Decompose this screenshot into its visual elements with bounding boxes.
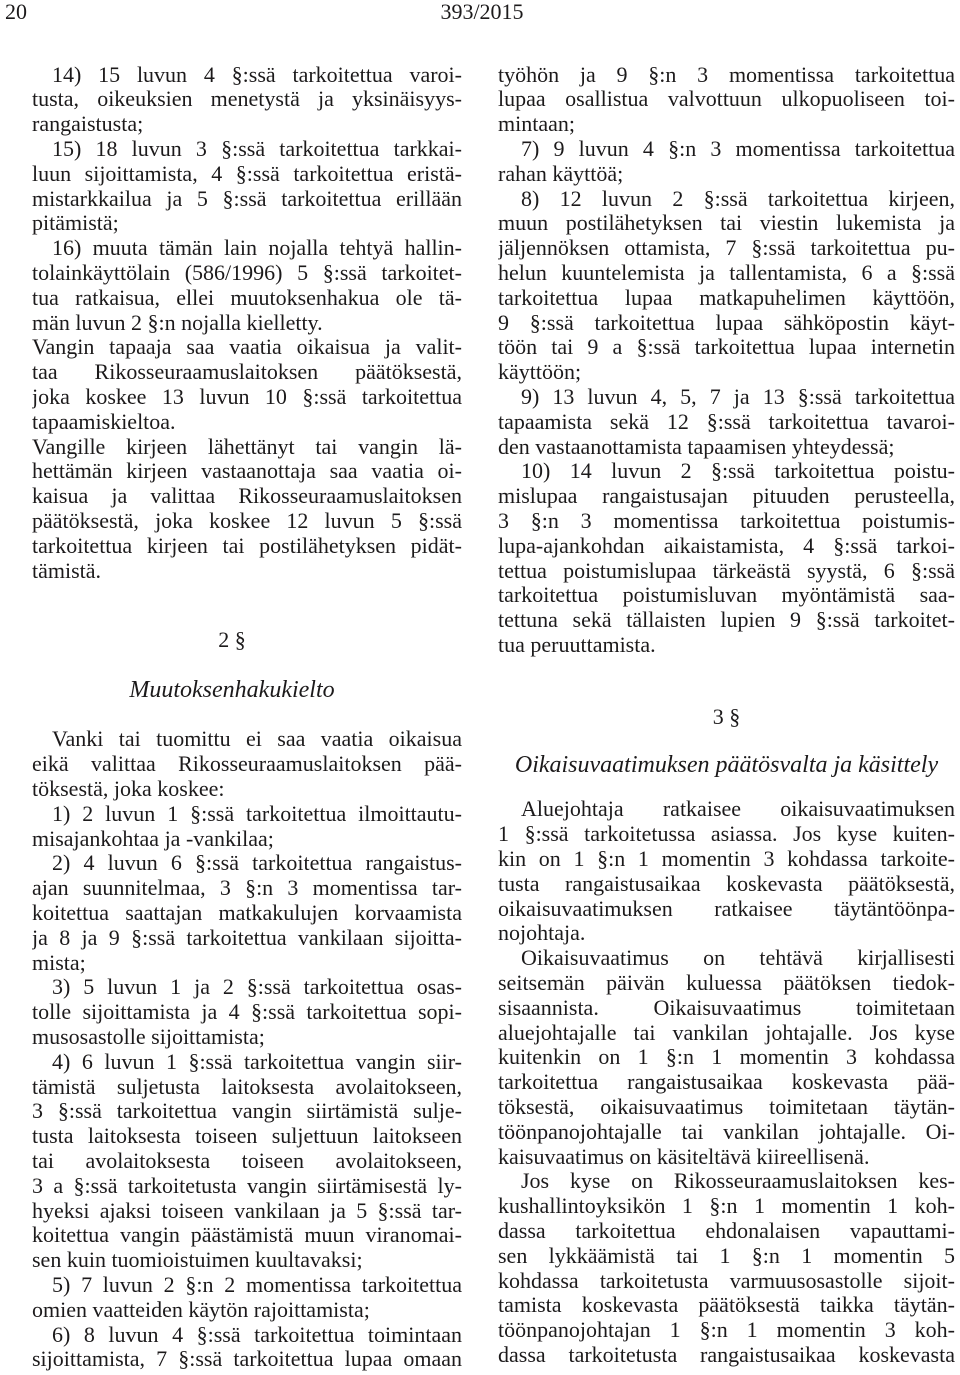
text-line: sen kuin tuomioistuimen kuultavaksi;: [32, 1248, 363, 1273]
text-line: tusta laitoksesta toiseen suljettuun laitokseen: [32, 1124, 462, 1149]
list-item: [498, 385, 955, 459]
text-line: 8) 12 luvun 2 §:ssä tarkoitettua kirjeen,: [521, 186, 955, 211]
paragraph: [498, 1169, 955, 1367]
text-line: dassa tarkoitettua ehdonalaisen vapauttami-: [498, 1219, 955, 1244]
text-line: 5) 7 luvun 2 §:n 2 momentissa tarkoitettua: [52, 1273, 462, 1298]
text-line: tettua poistumislupaa tärkeästä syystä, 6 §:ssä: [498, 558, 955, 583]
text-line: seitsemän päivän kuluessa päätöksen tiedok-: [498, 971, 955, 996]
list-item: [32, 236, 462, 335]
text-line: eikä valittaa Rikosseuraamuslaitoksen pää-: [32, 752, 462, 777]
text-line: oikaisuvaatimuksen ratkaisee täytäntöönpa-: [498, 896, 955, 921]
list-item: [32, 1273, 462, 1323]
text-line: työhön ja 9 §:n 3 momentissa tarkoitettua: [498, 62, 955, 87]
text-line: töksestä, oikaisuvaatimus toimitetaan täytän-: [498, 1095, 955, 1120]
text-line: Vanki tai tuomittu ei saa vaatia oikaisua: [52, 727, 462, 752]
text-line: tolainkäyttölain (586/1996) 5 §:ssä tarkoitet-: [32, 260, 462, 285]
text-line: lupaa osallistua valvottuun ulkopuoliseen toi-: [498, 87, 955, 112]
text-line: pitämistä;: [32, 211, 119, 236]
text-line: Aluejohtaja ratkaisee oikaisuvaatimuksen: [521, 797, 955, 822]
text-line: män luvun 2 §:n nojalla kielletty.: [32, 310, 323, 335]
left-column: [32, 63, 462, 1373]
text-line: taa Rikosseuraamuslaitoksen päätöksestä,: [32, 360, 462, 385]
text-line: dassa tarkoitetusta rangaistusaikaa koskevasta: [498, 1343, 955, 1368]
page-number: 20: [5, 0, 27, 24]
list-item: [32, 1323, 462, 1373]
list-item: [32, 975, 462, 1049]
text-line: den vastaanottamista tapaamisen yhteydessä;: [498, 434, 895, 459]
section-number: 2 §: [218, 626, 246, 652]
list-item: [498, 187, 955, 385]
text-line: helun kuuntelemista ja tallentamista, 6 a §:ssä: [498, 260, 955, 285]
list-item: [32, 851, 462, 975]
text-line: tusta rangaistusaikaa koskevasta päätöksestä,: [498, 871, 955, 896]
text-line: töksestä, joka koskee:: [32, 777, 225, 802]
text-line: tapaamiskieltoa.: [32, 409, 176, 434]
text-line: sisaannista. Oikaisuvaatimus toimitetaan: [498, 995, 955, 1020]
text-line: Oikaisuvaatimus on tehtävä kirjallisesti: [521, 946, 955, 971]
text-line: tarkoitettua kirjeen tai postilähetyksen pidät-: [32, 533, 462, 558]
section-body: [498, 797, 955, 1367]
text-line: 6) 8 luvun 4 §:ssä tarkoitettua toimintaan: [52, 1322, 462, 1347]
text-line: joka koskee 13 luvun 10 §:ssä tarkoitettua: [32, 384, 462, 409]
text-line: 3 §:ssä tarkoitettua vangin siirtämistä sulje-: [32, 1099, 462, 1124]
text-line: kin on 1 §:n 1 momentin 3 kohdassa tarkoite-: [498, 847, 955, 872]
text-line: rangaistusta;: [32, 112, 144, 137]
list-item: [32, 1050, 462, 1273]
text-line: sen lykkäämistä tai 1 §:n 1 momentin 5: [498, 1243, 955, 1268]
text-line: mintaan;: [498, 112, 575, 137]
section-body: [32, 727, 462, 1372]
text-line: tamista koskevasta päätöksestä taikka täytän-: [498, 1293, 955, 1318]
text-line: jäljennöksen ottamista, 7 §:ssä tarkoitettua pu-: [498, 236, 955, 261]
list-item-continuation: [498, 63, 955, 137]
document-number: 393/2015: [440, 0, 524, 24]
section-title: Oikaisuvaatimuksen päätösvalta ja käsittely: [514, 751, 939, 778]
text-line: 2) 4 luvun 6 §:ssä tarkoitettua rangaistus-: [52, 851, 462, 876]
text-line: aluejohtajalle tai vankilan johtajalle. Jos kyse: [498, 1020, 955, 1045]
text-line: 9) 13 luvun 4, 5, 7 ja 13 §:ssä tarkoitettua: [521, 384, 955, 409]
text-line: 14) 15 luvun 4 §:ssä tarkoitettua varoi-: [52, 62, 462, 87]
text-line: Vangille kirjeen lähettänyt tai vangin lä-: [32, 434, 462, 459]
text-line: tarkoitettua poistumisluvan myöntämistä saa-: [498, 583, 955, 608]
text-line: tarkoitettua rangaistusaikaa koskevasta pää-: [498, 1070, 955, 1095]
section-title: Muutoksenhakukielto: [129, 676, 335, 703]
text-line: sijoittamista, 7 §:ssä tarkoitettua lupaa omaan: [32, 1347, 462, 1372]
text-line: tolle sijoittamista ja 4 §:ssä tarkoitettua sopi-: [32, 1000, 462, 1025]
text-line: tarkoitettua lupaa matkapuhelimen käyttöön,: [498, 285, 955, 310]
paragraph: [498, 946, 955, 1169]
text-line: lupa-ajankohdan aikaistamista, 4 §:ssä tarkoi-: [498, 533, 955, 558]
text-line: hettämän kirjeen vastaanottaja saa vaatia oi-: [32, 459, 462, 484]
section-number: 3 §: [712, 703, 741, 729]
list-item: [32, 137, 462, 236]
text-line: ajan suunnitelmaa, 3 §:n 3 momentissa tar-: [32, 876, 462, 901]
text-line: päätöksestä, joka koskee 12 luvun 5 §:ssä: [32, 508, 462, 533]
text-line: tapaamista sekä 12 §:ssä tarkoitettua tavaroi-: [498, 409, 955, 434]
text-line: töönpanojohtajalle tai vankilan johtajalle. Oi-: [498, 1119, 955, 1144]
text-line: rahan käyttöä;: [498, 161, 624, 186]
text-line: 1) 2 luvun 1 §:ssä tarkoitettua ilmoittautu-: [52, 801, 462, 826]
text-line: 16) muuta tämän lain nojalla tehtyä hallin-: [52, 236, 462, 261]
text-line: 3 a §:ssä tarkoitetusta vangin siirtämisestä ly-: [32, 1173, 462, 1198]
text-line: 3) 5 luvun 1 ja 2 §:ssä tarkoitettua osas-: [52, 975, 462, 1000]
text-line: musosastolle sijoittamista;: [32, 1025, 265, 1050]
list-item: [32, 63, 462, 137]
text-line: tämistä.: [32, 558, 102, 583]
text-line: tettuna sekä tällaisten lupien 9 §:ssä tarkoitet-: [498, 608, 955, 633]
text-line: luun sijoittamista, 4 §:ssä tarkoitettua eristä-: [32, 161, 462, 186]
text-line: muun postilähetyksen tai viestin lukemista ja: [498, 211, 955, 236]
text-line: kohdassa tarkoitetusta varmuusosastolle sijoit-: [498, 1268, 955, 1293]
text-line: koitettua vangin päästämistä muun viranomai-: [32, 1223, 462, 1248]
text-line: töön tai 9 a §:ssä tarkoitettua lupaa internetin: [498, 335, 955, 360]
text-line: mistarkkailua ja 5 §:ssä tarkoitettua erillään: [32, 186, 462, 211]
text-line: 10) 14 luvun 2 §:ssä tarkoitettua poistu-: [521, 459, 955, 484]
text-line: Jos kyse on Rikosseuraamuslaitoksen kes-: [521, 1169, 955, 1194]
list-item: [32, 802, 462, 852]
text-line: hyeksi ajaksi toiseen vankilaan ja 5 §:ssä tar-: [32, 1198, 462, 1223]
text-line: kaisua ja valittaa Rikosseuraamuslaitoksen: [32, 484, 462, 509]
text-line: mista;: [32, 950, 86, 975]
list-item: [498, 459, 955, 657]
text-line: 7) 9 luvun 4 §:n 3 momentissa tarkoitettua: [521, 136, 955, 161]
text-line: kuitenkin on 1 §:n 1 momentin 3 kohdassa: [498, 1045, 955, 1070]
text-line: 3 §:n 3 momentissa tarkoitettua poistumis-: [498, 508, 955, 533]
text-line: käyttöön;: [498, 360, 582, 385]
section-3: [498, 705, 955, 1368]
list-item: [498, 137, 955, 187]
text-line: mislupaa rangaistusajan pituuden perusteella,: [498, 484, 955, 509]
text-line: kaisuvaatimus on käsiteltävä kiireellisenä.: [498, 1144, 870, 1169]
text-line: 9 §:ssä tarkoitettua lupaa sähköpostin käyt-: [498, 310, 955, 335]
text-line: omien vaatteiden käytön rajoittamista;: [32, 1297, 370, 1322]
paragraph: [498, 797, 955, 946]
text-line: tua ratkaisua, ellei muutoksenhakua ole tä-: [32, 285, 462, 310]
text-line: tua peruuttamista.: [498, 632, 656, 657]
text-line: kushallintoyksikön 1 §:n 1 momentin 1 koh-: [498, 1194, 955, 1219]
section-2: [32, 628, 462, 1373]
text-line: koitettua saattajan matkakulujen korvaamista: [32, 901, 462, 926]
text-line: tai avolaitoksesta toiseen avolaitokseen,: [32, 1149, 462, 1174]
right-column: [498, 63, 955, 1368]
paragraph: [32, 727, 462, 801]
paragraph: [32, 335, 462, 434]
text-line: 15) 18 luvun 3 §:ssä tarkoitettua tarkkai-: [52, 136, 462, 161]
text-line: 4) 6 luvun 1 §:ssä tarkoitettua vangin siir-: [52, 1049, 462, 1074]
text-line: Vangin tapaaja saa vaatia oikaisua ja valit-: [32, 335, 462, 360]
text-line: tusta, oikeuksien menetystä ja yksinäisyys-: [32, 87, 462, 112]
text-line: 1 §:ssä tarkoitetussa asiassa. Jos kyse kuiten-: [498, 822, 955, 847]
text-line: tämistä suljetusta laitoksesta avolaitokseen,: [32, 1074, 462, 1099]
text-line: misajankohtaa ja -vankilaa;: [32, 826, 274, 851]
text-line: töönpanojohtajan 1 §:n 1 momentin 3 koh-: [498, 1318, 955, 1343]
paragraph: [32, 435, 462, 584]
text-line: nojohtaja.: [498, 921, 586, 946]
text-line: ja 8 ja 9 §:ssä tarkoitettua vankilaan sijoitta-: [32, 925, 462, 950]
